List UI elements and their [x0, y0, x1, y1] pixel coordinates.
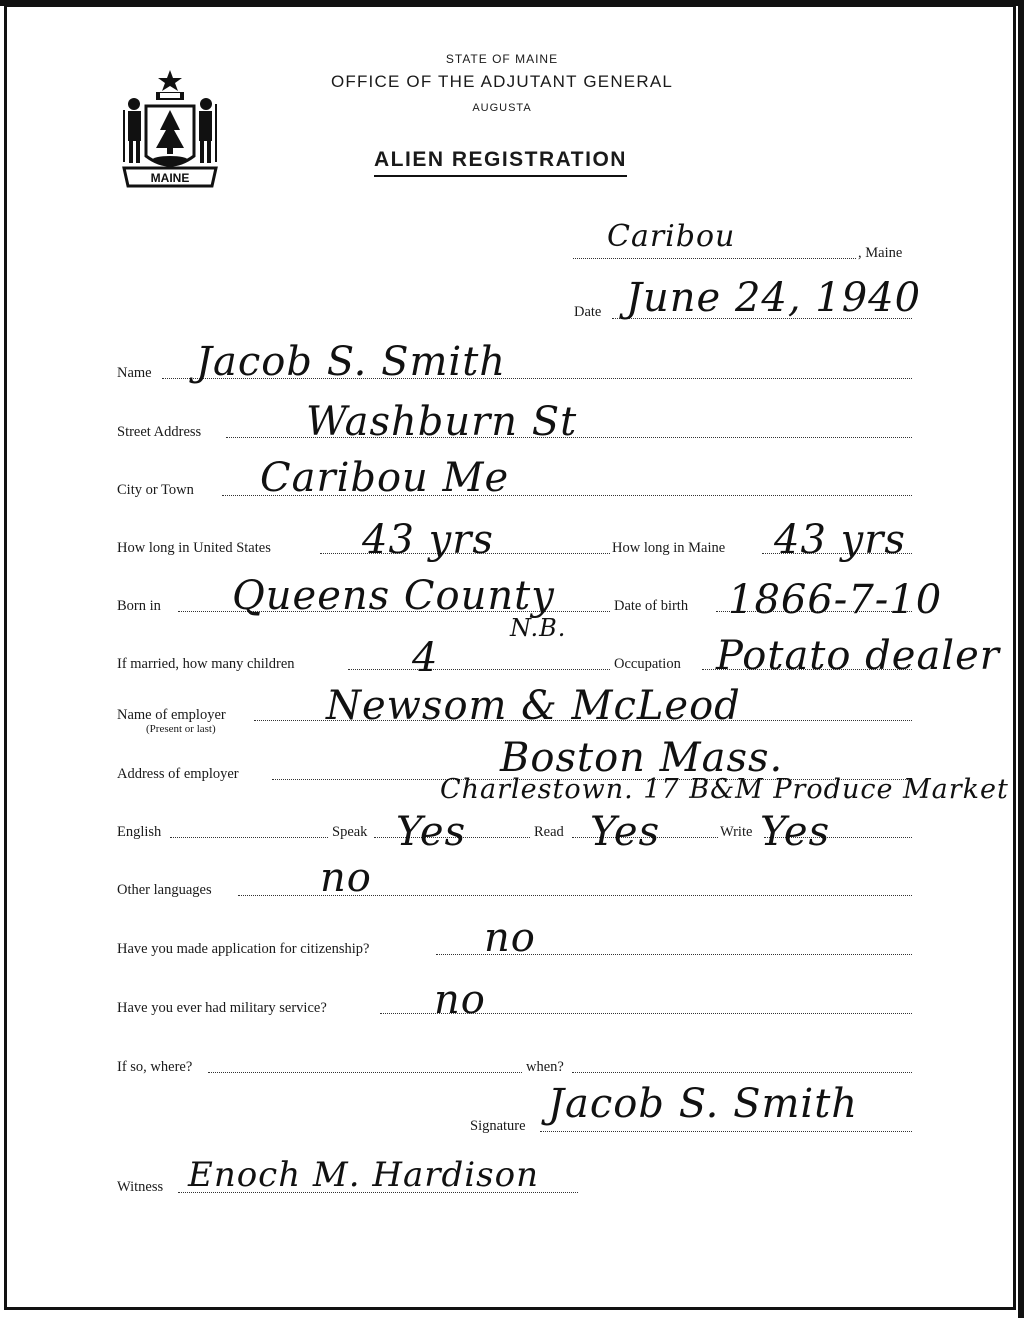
name-label: Name	[117, 365, 152, 381]
read-label: Read	[534, 824, 564, 840]
where-line	[208, 1072, 522, 1073]
employer-address-label: Address of employer	[117, 766, 239, 782]
street-entry: Washburn St	[306, 399, 578, 445]
when-label: when?	[526, 1059, 564, 1075]
years-us-label: How long in United States	[117, 540, 271, 556]
born-extra-entry: N.B.	[510, 614, 567, 642]
occupation-label: Occupation	[614, 656, 681, 672]
city-label: City or Town	[117, 482, 194, 498]
write-label: Write	[720, 824, 753, 840]
citizenship-entry: no	[484, 915, 536, 961]
employer-entry: Newsom & McLeod	[326, 683, 741, 729]
years-maine-entry: 43 yrs	[774, 517, 906, 563]
write-entry: Yes	[760, 809, 831, 855]
children-label: If married, how many children	[117, 656, 295, 672]
english-label: English	[117, 824, 162, 840]
where-label: If so, where?	[117, 1059, 193, 1075]
dob-entry: 1866-7-10	[728, 577, 943, 623]
citizenship-label: Have you made application for citizenship?	[117, 941, 370, 957]
speak-entry: Yes	[396, 809, 467, 855]
office-heading: OFFICE OF THE ADJUTANT GENERAL	[330, 72, 674, 91]
witness-entry: Enoch M. Hardison	[188, 1155, 539, 1195]
street-label: Street Address	[117, 424, 202, 440]
city-heading: AUGUSTA	[472, 102, 532, 114]
employer-address-entry-2: Charlestown. 17 B&M Produce Market	[440, 774, 1009, 805]
town-entry: Caribou	[607, 219, 736, 254]
form-title: ALIEN REGISTRATION	[374, 148, 627, 177]
born-label: Born in	[117, 598, 161, 614]
other-languages-entry: no	[320, 855, 372, 901]
employer-sublabel: (Present or last)	[146, 723, 216, 735]
years-maine-label: How long in Maine	[612, 540, 726, 556]
state-heading: STATE OF MAINE	[445, 52, 559, 66]
maine-suffix-label: , Maine	[858, 245, 903, 261]
employer-label: Name of employer	[117, 707, 226, 723]
date-entry: June 24, 1940	[626, 275, 922, 321]
name-entry: Jacob S. Smith	[196, 339, 507, 385]
born-entry: Queens County	[232, 573, 555, 619]
seal-banner-text: MAINE	[150, 171, 190, 185]
signature-line	[540, 1131, 912, 1132]
children-entry: 4	[412, 635, 439, 681]
signature-label: Signature	[470, 1118, 526, 1134]
military-entry: no	[434, 977, 486, 1023]
city-entry: Caribou Me	[260, 455, 510, 501]
occupation-entry: Potato dealer	[716, 633, 1000, 679]
when-line	[572, 1072, 912, 1073]
dob-label: Date of birth	[614, 598, 689, 614]
english-line	[170, 837, 328, 838]
other-languages-label: Other languages	[117, 882, 212, 898]
speak-label: Speak	[332, 824, 368, 840]
military-label: Have you ever had military service?	[117, 1000, 327, 1016]
witness-label: Witness	[117, 1179, 164, 1195]
signature-entry: Jacob S. Smith	[548, 1081, 859, 1127]
page-right-edge	[1018, 0, 1024, 1318]
date-label: Date	[574, 304, 602, 320]
children-line	[348, 669, 610, 670]
read-entry: Yes	[590, 809, 661, 855]
years-us-entry: 43 yrs	[362, 517, 494, 563]
employer-address-entry-1: Boston Mass.	[500, 735, 784, 781]
town-line	[573, 258, 856, 259]
